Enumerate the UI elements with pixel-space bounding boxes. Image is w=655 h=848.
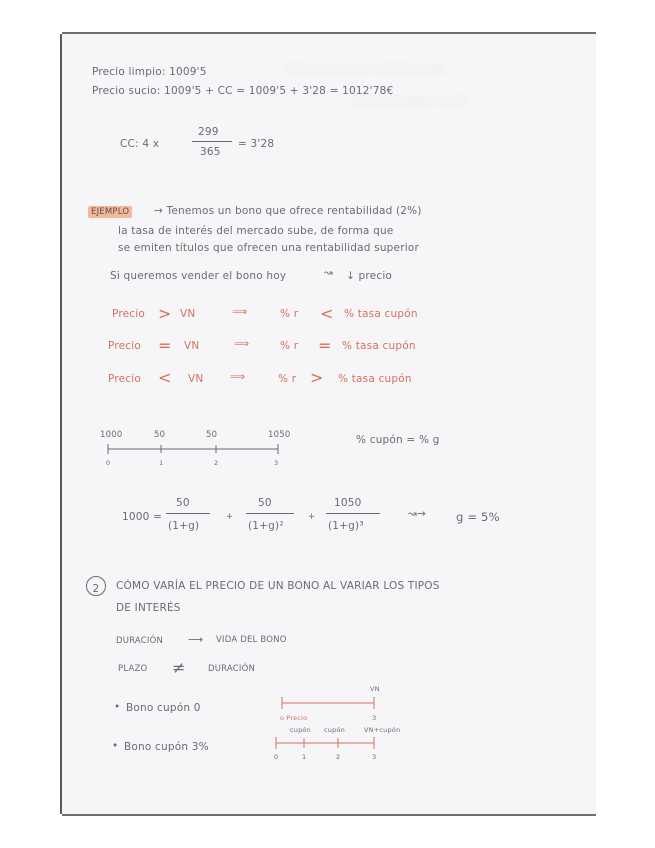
timeline-top-label: 1050 — [268, 430, 291, 440]
ejemplo-line-3: se emiten títulos que ofrecen una rentabilidad superior — [118, 242, 419, 254]
timeline-bottom-label: 1 — [159, 459, 164, 467]
cc-formula-fraction-bar — [192, 141, 232, 142]
plus-sign: + — [308, 512, 316, 522]
squiggle-arrow: ↝ — [324, 267, 333, 279]
plus-sign: + — [226, 512, 234, 522]
bono-0-vn-label: VN — [370, 685, 380, 693]
implies-arrow: ⟹ — [230, 371, 246, 383]
bono-3-bottom-label: 0 — [274, 753, 279, 761]
equation-term-1-num: 50 — [176, 497, 190, 509]
ejemplo-line-4-result: ↓ precio — [346, 270, 393, 282]
timeline-axis — [106, 442, 286, 456]
cc-formula-denominator: 365 — [200, 146, 221, 158]
bono-0-timeline — [280, 696, 380, 710]
timeline-bottom-label: 0 — [106, 459, 111, 467]
equation-term-1-bar — [166, 513, 210, 514]
bono-cupon-0-label: Bono cupón 0 — [126, 702, 201, 714]
precio-limpio-line: Precio limpio: 1009'5 — [92, 66, 207, 78]
implies-arrow: ⟹ — [232, 306, 248, 318]
not-equal-sign: ≠ — [172, 658, 186, 677]
duracion-2-label: DURACIÓN — [208, 664, 256, 674]
cc-formula-lhs: CC: 4 x — [120, 138, 160, 150]
equation-term-2-num: 50 — [258, 497, 272, 509]
duracion-value: VIDA DEL BONO — [216, 635, 287, 645]
bono-cupon-3-label: Bono cupón 3% — [124, 741, 209, 753]
equation-term-1-den: (1+g) — [168, 520, 200, 532]
timeline-top-label: 1000 — [100, 430, 123, 440]
timeline-top-label: 50 — [154, 430, 166, 440]
plazo-label: PLAZO — [118, 664, 148, 674]
bono-3-bottom-label: 3 — [372, 753, 377, 761]
duracion-label: DURACIÓN — [116, 636, 164, 646]
section-number-circle — [86, 576, 106, 596]
bono-3-top-label: VN+cupón — [364, 726, 401, 734]
bono-3-bottom-label: 2 — [336, 753, 341, 761]
ejemplo-line-4: Si queremos vender el bono hoy — [110, 270, 287, 282]
precio-sucio-line: Precio sucio: 1009'5 + CC = 1009'5 + 3'28 = 1012'78€ — [92, 85, 394, 97]
bono-3-timeline — [274, 736, 384, 750]
equation-term-3-bar — [326, 513, 380, 514]
timeline-top-label: 50 — [206, 430, 218, 440]
section-title-line-1: CÓMO VARÍA EL PRECIO DE UN BONO AL VARIAR LOS TIPOS — [116, 580, 440, 592]
ejemplo-line-2: la tasa de interés del mercado sube, de forma que — [118, 225, 394, 237]
squiggle-arrow: ↝→ — [408, 508, 426, 520]
equation-term-3-num: 1050 — [334, 497, 362, 509]
bono-3-top-label: cupón — [324, 726, 345, 734]
bono-0-precio-label: o Precio — [280, 714, 308, 722]
bleed-through-text: ░░░░░░░░░░░░░░░░░░░░░ — [284, 64, 446, 75]
section-title-line-2: DE INTERÉS — [116, 602, 181, 614]
bullet: • — [112, 740, 119, 752]
bono-0-end-label: 3 — [372, 714, 377, 722]
right-arrow: ⟶ — [188, 634, 204, 646]
cc-formula-numerator: 299 — [198, 126, 219, 138]
cupon-equals-g: % cupón = % g — [356, 434, 440, 446]
ejemplo-tag: EJEMPLO — [88, 206, 132, 218]
bono-3-top-label: cupón — [290, 726, 311, 734]
bleed-through-text: ░░░░░░░░░░░░░░░ — [352, 96, 468, 107]
timeline-bottom-label: 3 — [274, 459, 279, 467]
cc-formula-rhs: = 3'28 — [238, 138, 275, 150]
section-number: 2 — [92, 583, 100, 595]
equation-lhs: 1000 = — [122, 511, 163, 523]
implies-arrow: ⟹ — [234, 338, 250, 350]
equation-result: g = 5% — [456, 510, 500, 524]
equation-term-3-den: (1+g)³ — [328, 520, 364, 532]
bono-3-bottom-label: 1 — [302, 753, 307, 761]
equation-term-2-den: (1+g)² — [248, 520, 284, 532]
timeline-bottom-label: 2 — [214, 459, 219, 467]
notebook-page: ░░░░░░░░░░░░░░░░░░░░░ ░░░░░░░░░░░░░░░ Precio limpio: 1009'5 Precio sucio: 1009'5 + CC = 1009'5 + 3'28 = 1012'78€ CC: 4 x 299 365 = 3'28 EJEMPLO → Tenemos un bono que ofrece rentabilidad (2%) la tasa de interés del mercado sube, de forma que se emiten títulos que ofrecen una rentabilidad superior Si queremos vender el bono hoy ↝ ↓ precio Precio > VN ⟹ % r < % tasa cupón Precio = VN ⟹ % r = % tasa cupón Precio < VN ⟹ % r > % tasa cupón 1000 50 50 1050 0 1 2 3 % cupón = % g 1000 = 50 (1+g) + 50 (1+g)² + 1050 (1+g)³ ↝→ g = 5% 2 CÓMO VARÍA EL PRECIO DE UN BONO AL VARIAR LOS TIPOS DE INTERÉS DURACIÓN ⟶ VIDA DEL BONO PLAZO ≠ DURACIÓN • Bono cupón 0 VN o Precio 3 • Bono cupón 3% cupón cupón VN+cupón 0 1 2 3 — [62, 34, 596, 814]
ejemplo-line-1: → Tenemos un bono que ofrece rentabilidad (2%) — [154, 205, 422, 217]
bullet: • — [114, 701, 121, 713]
equation-term-2-bar — [246, 513, 294, 514]
